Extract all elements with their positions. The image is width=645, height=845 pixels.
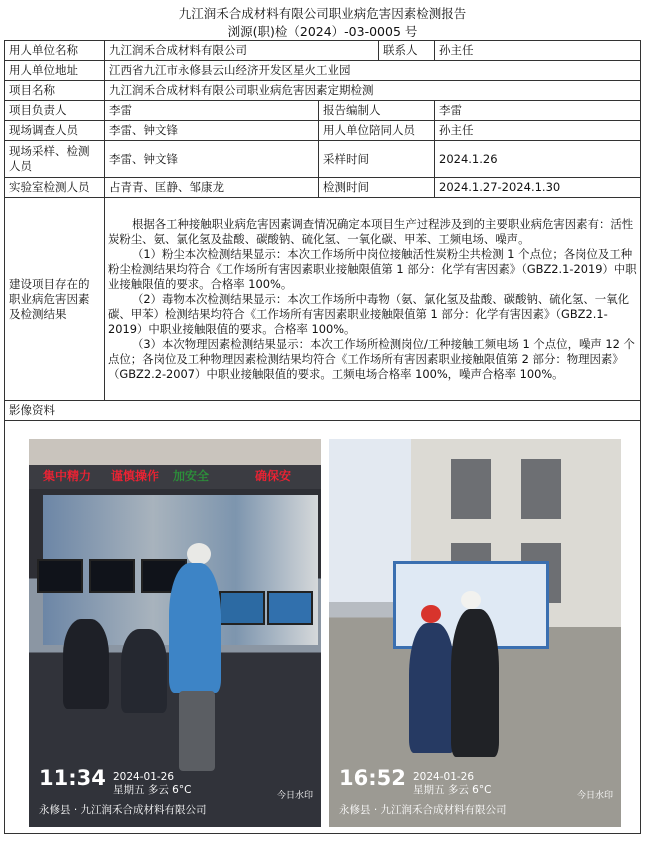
lab-label: 实验室检测人员 — [5, 178, 105, 198]
report-writer: 李雷 — [435, 101, 641, 121]
employer-name-label: 用人单位名称 — [5, 41, 105, 61]
employer-addr: 江西省九江市永修县云山经济开发区星火工业园 — [105, 61, 641, 81]
worker — [409, 623, 455, 753]
hazard-intro: 根据各工种接触职业病危害因素调查情况确定本项目生产过程涉及到的主要职业病危害因素有：活性炭粉尘、氨、氯化氢及盐酸、碳酸钠、硫化氢、一氧化碳、甲苯、工频电场、噪声。 — [108, 216, 634, 246]
project-lead: 李雷 — [105, 101, 319, 121]
monitor — [267, 591, 313, 625]
inspector — [169, 563, 221, 693]
employer-name: 九江润禾合成材料有限公司 — [105, 41, 379, 61]
report-writer-label: 报告编制人 — [319, 101, 435, 121]
safety-banner: 集中精力 谨慎操作 加安全 确保安 — [29, 465, 321, 489]
monitor — [219, 591, 265, 625]
monitor — [89, 559, 135, 593]
test-time-label: 检测时间 — [319, 178, 435, 198]
photo-time: 16:52 — [339, 766, 406, 790]
images-label: 影像资料 — [5, 401, 641, 421]
photo-time: 11:34 — [39, 766, 106, 790]
control-room-photo — [29, 439, 321, 827]
sampling-time-label: 采样时间 — [319, 141, 435, 178]
photo-date: 2024-01-26 星期五 多云 6°C — [413, 771, 492, 796]
contact-label: 联系人 — [379, 41, 435, 61]
watermark-logo: 今日水印 — [576, 791, 613, 801]
report-title: 九江润禾合成材料有限公司职业病危害因素检测报告 — [178, 6, 467, 21]
project-name-label: 项目名称 — [5, 81, 105, 101]
images-cell — [5, 421, 641, 834]
inspector-legs — [179, 691, 215, 771]
photo-location: 永修县 · 九江润禾合成材料有限公司 — [339, 804, 507, 816]
site-photo — [329, 439, 621, 827]
operator — [121, 629, 167, 713]
escort: 孙主任 — [435, 121, 641, 141]
sampling-label: 现场采样、检测人员 — [5, 141, 105, 178]
project-name: 九江润禾合成材料有限公司职业病危害因素定期检测 — [105, 81, 641, 101]
lab: 占青青、匡静、邹康龙 — [105, 178, 319, 198]
hazard-dust: （1）粉尘本次检测结果显示：本次工作场所中岗位接触活性炭粉尘共检测 1 个点位；各岗位及工种粉尘检测结果均符合《工作场所有害因素职业接触限值第 1 部分：化学有害因素》（GBZ2.1-2019）中职业接触限值的要求。合格率 100%。 — [108, 246, 637, 291]
project-lead-label: 项目负责人 — [5, 101, 105, 121]
escort-label: 用人单位陪同人员 — [319, 121, 435, 141]
site-survey: 李雷、钟文锋 — [105, 121, 319, 141]
report-table — [4, 40, 641, 834]
report-number: 浏源(职)检（2024）-03-0005 号 — [227, 24, 418, 39]
employer-addr-label: 用人单位地址 — [5, 61, 105, 81]
photo-location: 永修县 · 九江润禾合成材料有限公司 — [39, 804, 207, 816]
sampling-time: 2024.1.26 — [435, 141, 641, 178]
watermark-logo: 今日水印 — [276, 791, 313, 801]
operator — [63, 619, 109, 709]
monitor — [37, 559, 83, 593]
hazard-results — [105, 198, 641, 401]
hazard-toxic: （2）毒物本次检测结果显示：本次工作场所中毒物（氨、氯化氢及盐酸、碳酸钠、硫化氢、一氧化碳、甲苯）检测结果均符合《工作场所有害因素职业接触限值第 1 部分：化学有害因素》（GBZ2.1-2019）中职业接触限值的要求。合格率 100%。 — [108, 291, 629, 336]
sampling: 李雷、钟文锋 — [105, 141, 319, 178]
contact: 孙主任 — [435, 41, 641, 61]
helmet — [187, 543, 211, 565]
hazard-label: 建设项目存在的职业病危害因素及检测结果 — [5, 198, 105, 401]
hazard-physical: （3）本次物理因素检测结果显示：本次工作场所检测岗位/工种接触工频电场 1 个点位，噪声 12 个点位；各岗位及工种物理因素检测结果均符合《工作场所有害因素职业接触限值第 2 部分：物理因素》（GBZ2.2-2007）中职业接触限值的要求。工频电场合格率 100%，噪声合格率 100%。 — [108, 336, 635, 381]
test-time: 2024.1.27-2024.1.30 — [435, 178, 641, 198]
helmet — [421, 605, 441, 623]
helmet — [461, 591, 481, 609]
site-survey-label: 现场调查人员 — [5, 121, 105, 141]
inspector — [451, 609, 499, 757]
photo-date: 2024-01-26 星期五 多云 6°C — [113, 771, 192, 796]
